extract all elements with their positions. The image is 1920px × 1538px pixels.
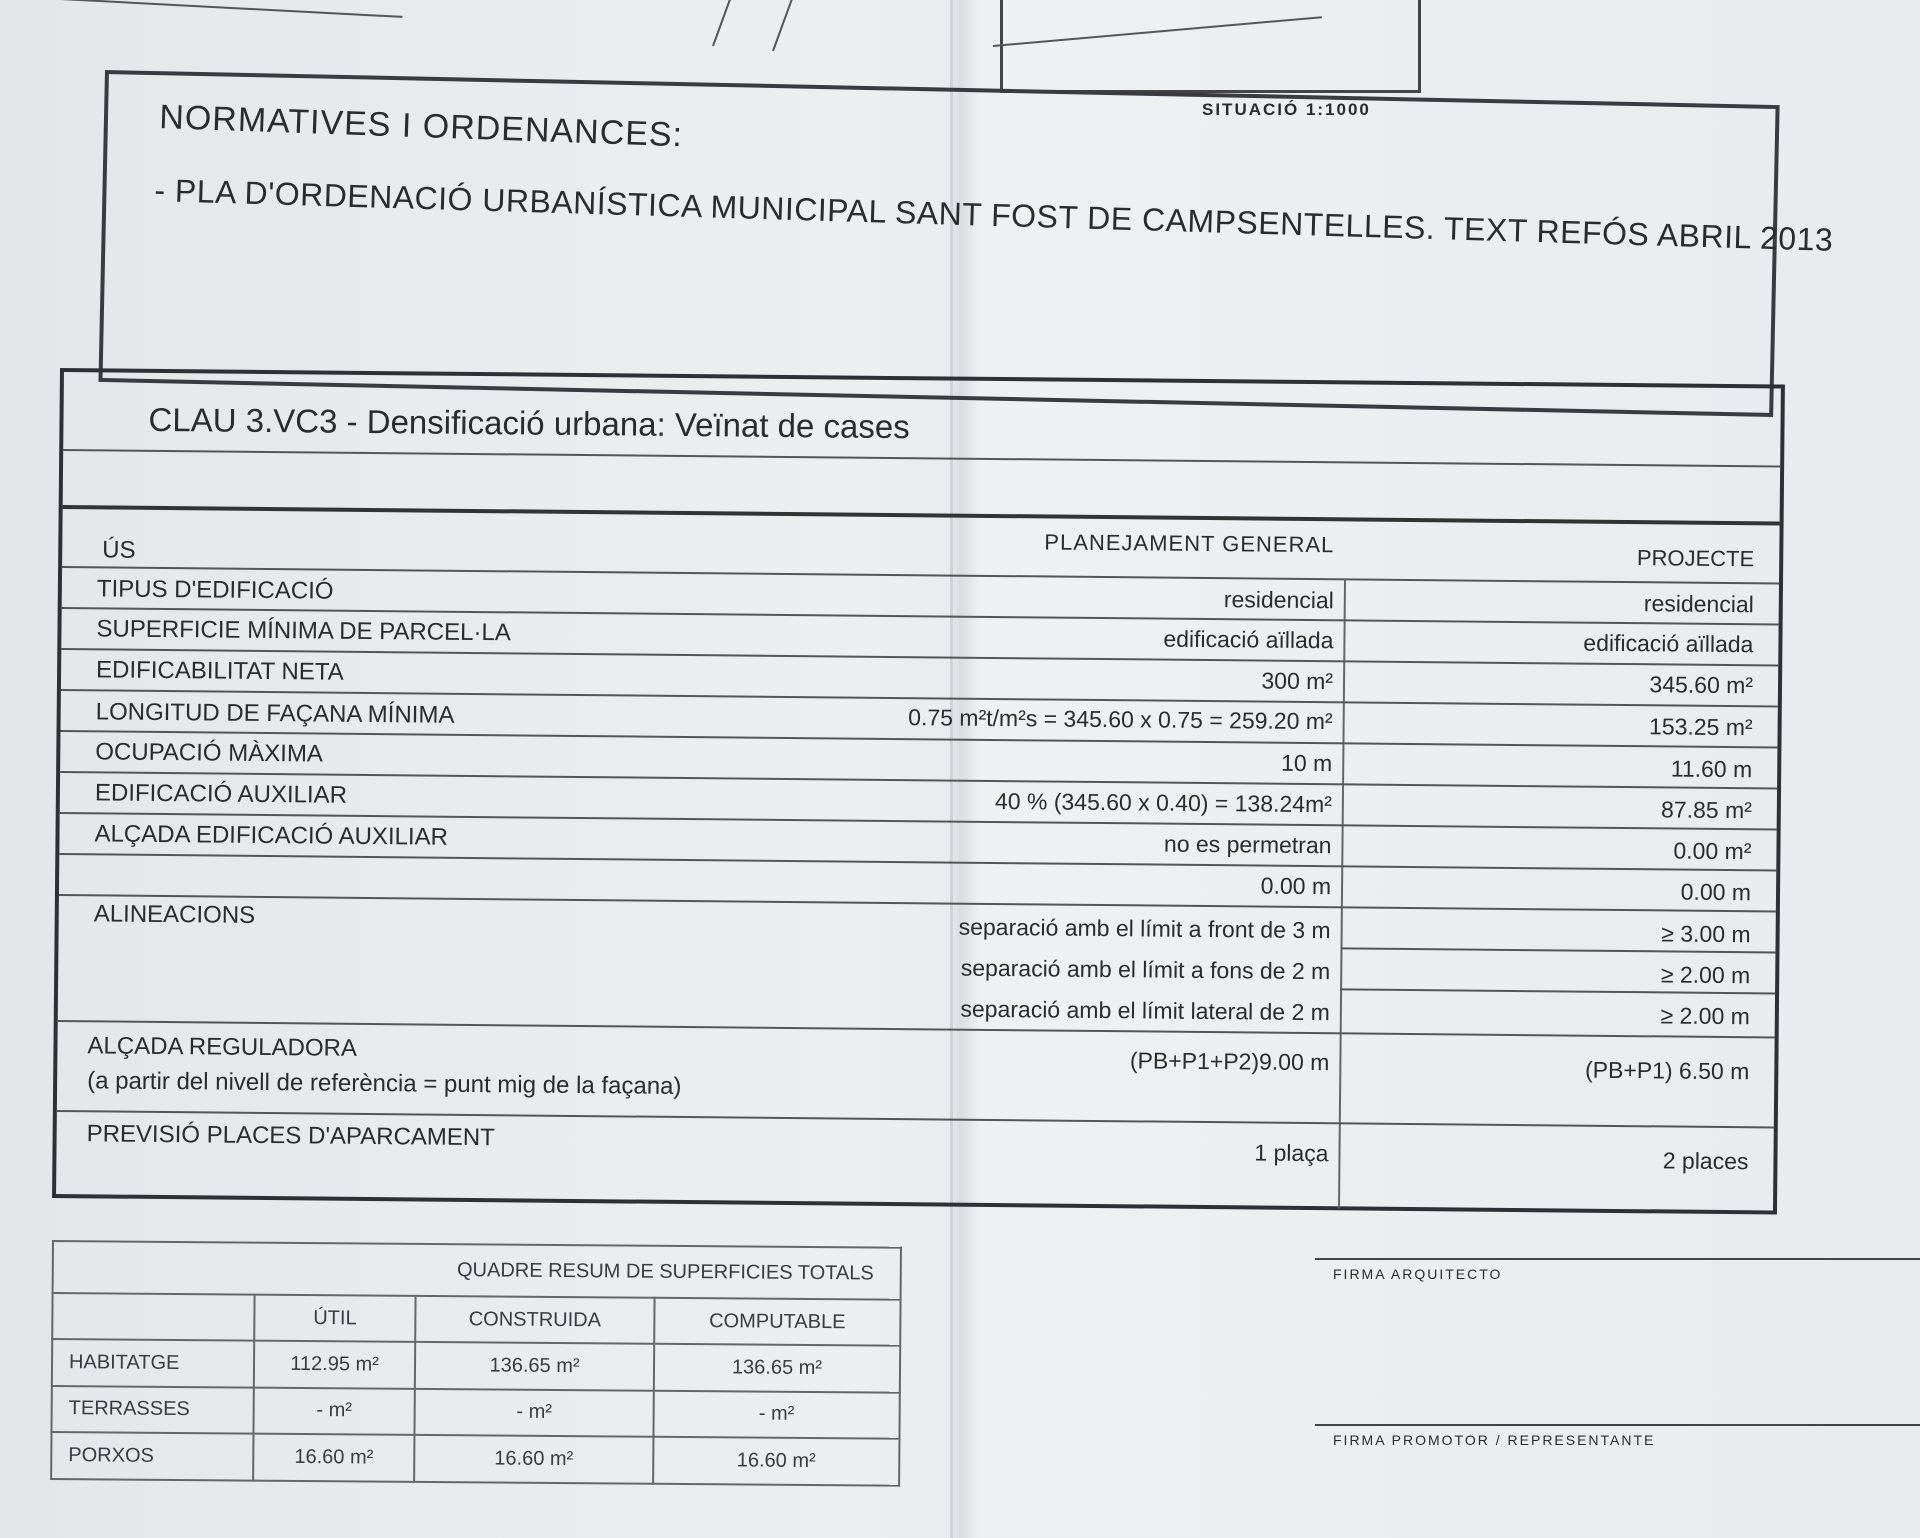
alineacio-general: separació amb el límit a front de 3 m bbox=[958, 913, 1331, 944]
row-general: 300 m² bbox=[1261, 667, 1334, 695]
row-projecte: 87.85 m² bbox=[1660, 796, 1752, 824]
row-general: 0.00 m bbox=[1260, 872, 1332, 900]
resum-col-header: COMPUTABLE bbox=[654, 1298, 900, 1346]
clau-title: CLAU 3.VC3 - Densificació urbana: Veïnat de cases bbox=[148, 400, 910, 446]
row-projecte: 0.00 m² bbox=[1673, 837, 1752, 865]
plan-line bbox=[772, 0, 798, 51]
row-projecte: edificació aïllada bbox=[1583, 629, 1754, 658]
row-general: edificació aïllada bbox=[1163, 625, 1334, 654]
row-label-us: ÚS bbox=[102, 536, 136, 564]
row-general: no es permetran bbox=[1163, 830, 1332, 859]
header-projecte: PROJECTE bbox=[1636, 545, 1755, 572]
signature-arquitecto: FIRMA ARQUITECTO bbox=[1333, 1266, 1503, 1282]
resum-cell: 16.60 m² bbox=[414, 1435, 653, 1484]
plan-line bbox=[993, 16, 1322, 47]
row-divider bbox=[59, 894, 1776, 912]
row-label: EDIFICABILITAT NETA bbox=[95, 656, 344, 686]
aparcament-general: 1 plaça bbox=[1254, 1139, 1329, 1167]
alineacio-general: separació amb el límit a fons de 2 m bbox=[960, 954, 1331, 985]
row-divider bbox=[1340, 988, 1775, 994]
alineacio-general: separació amb el límit lateral de 2 m bbox=[960, 995, 1330, 1026]
resum-cell: 112.95 m² bbox=[254, 1341, 415, 1389]
row-projecte: 11.60 m bbox=[1670, 755, 1753, 783]
resum-cell: - m² bbox=[253, 1387, 414, 1435]
resum-table bbox=[50, 1240, 902, 1487]
row-label: EDIFICACIÓ AUXILIAR bbox=[94, 779, 348, 809]
row-projecte: residencial bbox=[1643, 590, 1754, 618]
resum-row-label: HABITATGE bbox=[52, 1339, 254, 1387]
resum-cell: - m² bbox=[415, 1389, 654, 1438]
aparcament-projecte: 2 places bbox=[1662, 1147, 1749, 1175]
alcada-projecte: (PB+P1) 6.50 m bbox=[1584, 1056, 1750, 1085]
row-general: 10 m bbox=[1281, 749, 1333, 777]
row-label: TIPUS D'EDIFICACIÓ bbox=[96, 575, 334, 605]
resum-cell: - m² bbox=[653, 1390, 899, 1439]
row-divider bbox=[63, 449, 1780, 467]
alineacio-projecte: ≥ 2.00 m bbox=[1660, 961, 1751, 989]
row-label: LONGITUD DE FAÇANA MÍNIMA bbox=[95, 698, 455, 729]
resum-corner bbox=[52, 1293, 254, 1341]
plan-scale-label: SITUACIÓ 1:1000 bbox=[1202, 100, 1371, 119]
resum-row-label: TERRASSES bbox=[51, 1386, 253, 1434]
aparcament-label: PREVISIÓ PLACES D'APARCAMENT bbox=[86, 1120, 495, 1152]
signature-line bbox=[1315, 1424, 1920, 1426]
signature-line bbox=[1315, 1258, 1920, 1260]
resum-cell: 16.60 m² bbox=[253, 1434, 414, 1482]
row-label: OCUPACIÓ MÀXIMA bbox=[95, 738, 324, 768]
row-divider bbox=[1340, 947, 1775, 953]
row-general: 40 % (345.60 x 0.40) = 138.24m² bbox=[994, 787, 1332, 818]
column-divider bbox=[1338, 578, 1346, 1208]
row-divider bbox=[63, 505, 1780, 525]
plan-line bbox=[3, 0, 403, 18]
clau-table bbox=[52, 368, 1785, 1215]
site-plan-frame bbox=[1000, 0, 1421, 93]
resum-cell: 136.65 m² bbox=[654, 1344, 900, 1393]
alcada-label: ALÇADA REGULADORA bbox=[87, 1032, 358, 1062]
row-general: residencial bbox=[1223, 586, 1334, 614]
resum-cell: 16.60 m² bbox=[653, 1437, 899, 1486]
resum-cell: 136.65 m² bbox=[415, 1342, 654, 1391]
row-label: ALÇADA EDIFICACIÓ AUXILIAR bbox=[94, 820, 449, 851]
plan-line bbox=[712, 0, 734, 46]
row-divider bbox=[59, 853, 1776, 871]
row-projecte: 153.25 m² bbox=[1648, 713, 1753, 741]
alcada-sublabel: (a partir del nivell de referència = punt mig de la façana) bbox=[87, 1067, 682, 1100]
header-general: PLANEJAMENT GENERAL bbox=[1044, 529, 1335, 558]
resum-row-label: PORXOS bbox=[51, 1432, 253, 1480]
row-general: 0.75 m²t/m²s = 345.60 x 0.75 = 259.20 m² bbox=[908, 704, 1333, 735]
row-label: SUPERFICIE MÍNIMA DE PARCEL·LA bbox=[96, 615, 511, 647]
alineacio-projecte: ≥ 3.00 m bbox=[1661, 920, 1751, 948]
normatives-text: - PLA D'ORDENACIÓ URBANÍSTICA MUNICIPAL SANT FOST DE CAMPSENTELLES. TEXT REFÓS ABRIL 2013 bbox=[153, 172, 1834, 258]
resum-col-header: CONSTRUIDA bbox=[415, 1296, 654, 1344]
alineacions-label: ALINEACIONS bbox=[93, 900, 256, 929]
alineacio-projecte: ≥ 2.00 m bbox=[1660, 1002, 1750, 1030]
resum-col-header: ÚTIL bbox=[254, 1295, 415, 1342]
normatives-title: NORMATIVES I ORDENANCES: bbox=[158, 98, 684, 155]
row-projecte: 0.00 m bbox=[1680, 878, 1752, 906]
resum-title: QUADRE RESUM DE SUPERFICIES TOTALS bbox=[53, 1241, 901, 1300]
signature-promotor: FIRMA PROMOTOR / REPRESENTANTE bbox=[1333, 1432, 1656, 1448]
row-projecte: 345.60 m² bbox=[1649, 671, 1754, 699]
alcada-general: (PB+P1+P2)9.00 m bbox=[1129, 1047, 1330, 1076]
